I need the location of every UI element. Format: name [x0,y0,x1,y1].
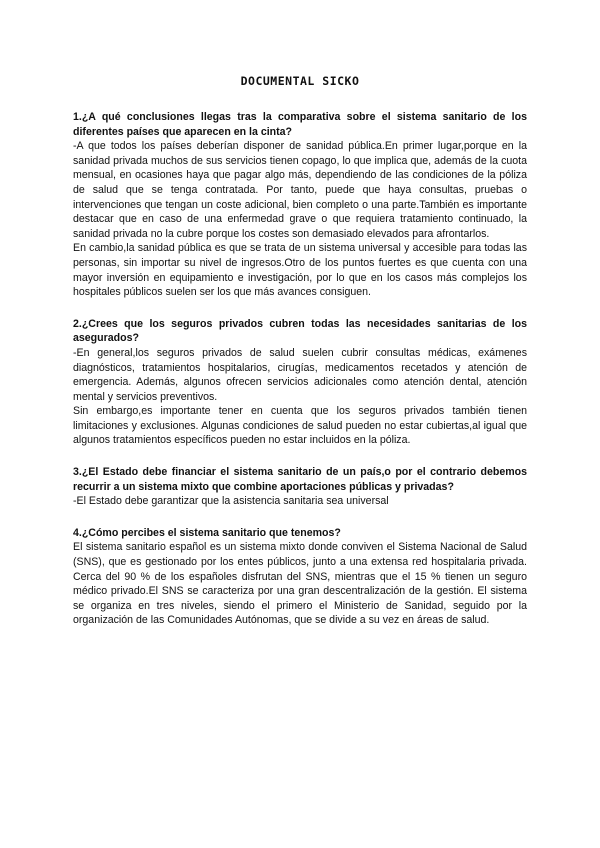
question-section-1 [73,110,527,300]
answer-paragraph: -El Estado debe garantizar que la asistencia sanitaria sea universal [73,495,389,508]
question-section-3 [73,465,527,509]
answer-paragraph: Sin embargo,es importante tener en cuenta que los seguros privados también tienen limitaciones y exclusiones. Algunas condiciones de salud pueden no estar cubiertas,al igual que algunos tratamientos específicos pueden no estar incluidos en la póliza. [73,405,527,447]
question-heading: 3.¿El Estado debe financiar el sistema sanitario de un país,o por el contrario debemos recurrir a un sistema mixto que combine aportaciones públicas y privadas? [73,466,527,493]
question-heading: 2.¿Crees que los seguros privados cubren todas las necesidades sanitarias de los asegurados? [73,317,527,345]
question-section-2 [73,317,527,448]
answer-paragraph: El sistema sanitario español es un sistema mixto donde conviven el Sistema Nacional de Salud (SNS), que es gestionado por los entes públicos, junto a una extensa red hospitalaria privada. Cerca del 90 % de los españoles disfrutan del SNS, mientras que el 15 % tienen un seguro médico privado.El SNS se caracteriza por una gran descentralización de la gestión. El sistema se organiza en tres niveles, siendo el primero el Ministerio de Sanidad, seguido por la organización de las Comunidades Autónomas, que se divide a su vez en áreas de salud. [73,541,527,627]
answer-paragraph: -A que todos los países deberían disponer de sanidad pública.En primer lugar,porque en la sanidad privada muchos de sus servicios tienen copago, lo que implica que, además de la cuota mensual, en ocasiones haya que pagar algo más, dependiendo de las condiciones de la póliza de salud que se tenga contratada. Por tanto, puede que haya consultas, pruebas o intervenciones que tengan un coste adicional, bien completo o una parte.También es importante destacar que en caso de una enfermedad grave o que requiera tratamiento continuado, la sanidad privada no la cubre porque los costes son demasiado elevados para afrontarlos. [73,140,527,240]
document-title: DOCUMENTAL SICKO [240,74,360,88]
question-heading: 4.¿Cómo percibes el sistema sanitario que tenemos? [73,526,341,539]
question-heading: 1.¿A qué conclusiones llegas tras la comparativa sobre el sistema sanitario de los diferentes países que aparecen en la cinta? [73,111,527,138]
answer-paragraph: En cambio,la sanidad pública es que se trata de un sistema universal y accesible para todas las personas, sin importar su nivel de ingresos.Otro de los puntos fuertes es que cuenta con una mayor inversión en equipamiento e investigación, por lo que en los casos más complejos los hospitales públicos suelen ser los que más avances consiguen. [73,242,527,299]
answer-paragraph: -En general,los seguros privados de salud suelen cubrir consultas médicas, exámenes diagnósticos, tratamientos hospitalarios, cirugías, medicamentos recetados y atención de emergencia. Además, algunos ofrecen servicios adicionales como atención dental, atención mental y servicios preventivos. [73,346,527,403]
question-section-4 [73,526,527,628]
document-body [73,110,527,645]
